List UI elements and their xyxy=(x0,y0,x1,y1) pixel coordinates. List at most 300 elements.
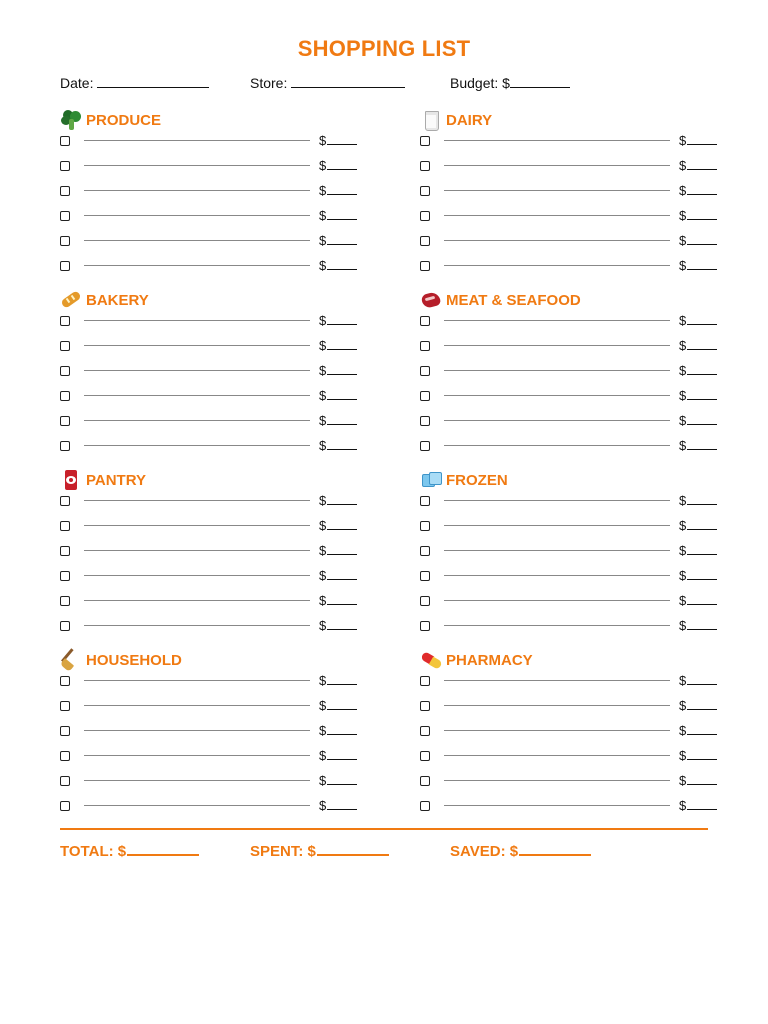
item-price-field[interactable] xyxy=(319,798,357,813)
currency-symbol: $ xyxy=(319,183,327,198)
item-checkbox[interactable] xyxy=(420,596,430,606)
item-price-field[interactable] xyxy=(679,233,717,248)
list-item xyxy=(60,566,360,591)
currency-symbol: $ xyxy=(319,748,327,763)
item-checkbox[interactable] xyxy=(420,676,430,686)
item-price-field[interactable] xyxy=(319,233,357,248)
store-field[interactable] xyxy=(250,75,405,91)
item-name-line[interactable] xyxy=(444,500,670,501)
currency-symbol: $ xyxy=(319,543,327,558)
item-name-line[interactable] xyxy=(444,780,670,781)
item-checkbox[interactable] xyxy=(420,366,430,376)
item-name-line[interactable] xyxy=(84,680,310,681)
price-blank[interactable] xyxy=(687,208,717,220)
currency-symbol: $ xyxy=(319,313,327,328)
item-price-field[interactable] xyxy=(319,363,357,378)
item-checkbox[interactable] xyxy=(60,136,70,146)
currency-symbol: $ xyxy=(679,313,687,328)
item-name-line[interactable] xyxy=(444,265,670,266)
price-blank[interactable] xyxy=(327,413,357,425)
item-checkbox[interactable] xyxy=(60,341,70,351)
item-price-field[interactable] xyxy=(679,413,717,428)
item-checkbox[interactable] xyxy=(420,261,430,271)
ice-cube-icon xyxy=(420,469,442,491)
item-checkbox[interactable] xyxy=(60,571,70,581)
price-blank[interactable] xyxy=(687,388,717,400)
item-checkbox[interactable] xyxy=(420,441,430,451)
item-checkbox[interactable] xyxy=(420,571,430,581)
item-name-line[interactable] xyxy=(84,755,310,756)
item-price-field[interactable] xyxy=(679,593,717,608)
price-blank[interactable] xyxy=(687,493,717,505)
list-item xyxy=(60,231,360,256)
item-name-line[interactable] xyxy=(84,805,310,806)
list-item xyxy=(60,156,360,181)
item-checkbox[interactable] xyxy=(60,701,70,711)
item-price-field[interactable] xyxy=(679,388,717,403)
item-checkbox[interactable] xyxy=(60,316,70,326)
price-blank[interactable] xyxy=(327,493,357,505)
price-blank[interactable] xyxy=(327,698,357,710)
list-item xyxy=(420,231,720,256)
item-checkbox[interactable] xyxy=(60,521,70,531)
item-name-line[interactable] xyxy=(84,240,310,241)
currency-symbol: $ xyxy=(319,518,327,533)
section-header xyxy=(420,289,720,311)
item-name-line[interactable] xyxy=(444,445,670,446)
budget-blank[interactable] xyxy=(510,75,570,88)
currency-symbol: $ xyxy=(679,158,687,173)
price-blank[interactable] xyxy=(687,748,717,760)
price-blank[interactable] xyxy=(687,773,717,785)
item-name-line[interactable] xyxy=(84,445,310,446)
item-price-field[interactable] xyxy=(319,773,357,788)
item-price-field[interactable] xyxy=(319,208,357,223)
currency-symbol: $ xyxy=(679,363,687,378)
total-field[interactable] xyxy=(60,842,199,860)
list-item xyxy=(60,256,360,281)
price-blank[interactable] xyxy=(327,618,357,630)
item-checkbox[interactable] xyxy=(420,546,430,556)
item-checkbox[interactable] xyxy=(420,161,430,171)
total-label: TOTAL: $ xyxy=(60,843,127,860)
item-checkbox[interactable] xyxy=(60,391,70,401)
item-name-line[interactable] xyxy=(84,730,310,731)
currency-symbol: $ xyxy=(319,698,327,713)
item-checkbox[interactable] xyxy=(60,161,70,171)
list-item xyxy=(60,131,360,156)
item-price-field[interactable] xyxy=(679,518,717,533)
list-item xyxy=(60,491,360,516)
list-item xyxy=(420,696,720,721)
item-price-field[interactable] xyxy=(679,798,717,813)
item-checkbox[interactable] xyxy=(60,211,70,221)
list-item xyxy=(420,181,720,206)
item-name-line[interactable] xyxy=(444,525,670,526)
item-name-line[interactable] xyxy=(444,575,670,576)
spent-blank[interactable] xyxy=(317,842,389,856)
item-name-line[interactable] xyxy=(84,215,310,216)
section-meat-seafood xyxy=(420,289,720,461)
currency-symbol: $ xyxy=(679,773,687,788)
list-item xyxy=(420,771,720,796)
item-name-line[interactable] xyxy=(444,705,670,706)
item-checkbox[interactable] xyxy=(420,136,430,146)
price-blank[interactable] xyxy=(327,723,357,735)
item-name-line[interactable] xyxy=(84,395,310,396)
price-blank[interactable] xyxy=(687,183,717,195)
item-price-field[interactable] xyxy=(679,773,717,788)
item-price-field[interactable] xyxy=(679,673,717,688)
list-item xyxy=(420,541,720,566)
item-price-field[interactable] xyxy=(679,338,717,353)
item-name-line[interactable] xyxy=(444,320,670,321)
item-price-field[interactable] xyxy=(679,363,717,378)
currency-symbol: $ xyxy=(319,158,327,173)
budget-field[interactable] xyxy=(450,75,570,91)
currency-symbol: $ xyxy=(319,723,327,738)
price-blank[interactable] xyxy=(687,798,717,810)
item-checkbox[interactable] xyxy=(420,316,430,326)
section-header xyxy=(60,289,360,311)
section-pantry xyxy=(60,469,360,641)
item-list xyxy=(420,491,720,641)
price-blank[interactable] xyxy=(687,618,717,630)
item-checkbox[interactable] xyxy=(60,366,70,376)
currency-symbol: $ xyxy=(679,258,687,273)
item-name-line[interactable] xyxy=(444,240,670,241)
list-item xyxy=(60,616,360,641)
price-blank[interactable] xyxy=(327,133,357,145)
item-price-field[interactable] xyxy=(319,493,357,508)
item-checkbox[interactable] xyxy=(420,701,430,711)
price-blank[interactable] xyxy=(687,338,717,350)
section-title: PANTRY xyxy=(86,471,146,489)
currency-symbol: $ xyxy=(679,493,687,508)
price-blank[interactable] xyxy=(687,133,717,145)
item-price-field[interactable] xyxy=(319,618,357,633)
totals-divider xyxy=(60,828,708,830)
item-price-field[interactable] xyxy=(319,568,357,583)
section-title: BAKERY xyxy=(86,291,149,309)
item-checkbox[interactable] xyxy=(60,546,70,556)
price-blank[interactable] xyxy=(327,593,357,605)
list-item xyxy=(60,181,360,206)
price-blank[interactable] xyxy=(687,543,717,555)
item-price-field[interactable] xyxy=(319,723,357,738)
item-name-line[interactable] xyxy=(444,755,670,756)
date-blank[interactable] xyxy=(97,75,209,88)
currency-symbol: $ xyxy=(679,338,687,353)
item-price-field[interactable] xyxy=(679,258,717,273)
item-checkbox[interactable] xyxy=(60,751,70,761)
section-header xyxy=(420,649,720,671)
item-name-line[interactable] xyxy=(444,190,670,191)
item-price-field[interactable] xyxy=(679,543,717,558)
item-checkbox[interactable] xyxy=(60,726,70,736)
list-item xyxy=(60,541,360,566)
currency-symbol: $ xyxy=(319,233,327,248)
section-title: HOUSEHOLD xyxy=(86,651,182,669)
item-name-line[interactable] xyxy=(84,265,310,266)
currency-symbol: $ xyxy=(319,618,327,633)
item-price-field[interactable] xyxy=(319,183,357,198)
item-checkbox[interactable] xyxy=(420,341,430,351)
item-list xyxy=(60,311,360,461)
item-price-field[interactable] xyxy=(679,723,717,738)
item-name-line[interactable] xyxy=(84,165,310,166)
price-blank[interactable] xyxy=(687,158,717,170)
item-name-line[interactable] xyxy=(444,680,670,681)
currency-symbol: $ xyxy=(679,518,687,533)
item-price-field[interactable] xyxy=(319,543,357,558)
item-checkbox[interactable] xyxy=(60,236,70,246)
item-price-field[interactable] xyxy=(679,183,717,198)
price-blank[interactable] xyxy=(327,258,357,270)
item-name-line[interactable] xyxy=(84,625,310,626)
currency-symbol: $ xyxy=(319,673,327,688)
item-name-line[interactable] xyxy=(84,705,310,706)
price-blank[interactable] xyxy=(327,773,357,785)
item-name-line[interactable] xyxy=(84,320,310,321)
item-name-line[interactable] xyxy=(444,165,670,166)
price-blank[interactable] xyxy=(327,313,357,325)
list-item xyxy=(60,696,360,721)
item-name-line[interactable] xyxy=(84,780,310,781)
price-blank[interactable] xyxy=(327,518,357,530)
item-price-field[interactable] xyxy=(679,208,717,223)
list-item xyxy=(420,256,720,281)
date-field[interactable] xyxy=(60,75,209,91)
item-checkbox[interactable] xyxy=(420,751,430,761)
price-blank[interactable] xyxy=(687,438,717,450)
list-item xyxy=(60,436,360,461)
list-item xyxy=(60,516,360,541)
price-blank[interactable] xyxy=(327,438,357,450)
meat-icon xyxy=(420,289,442,311)
item-price-field[interactable] xyxy=(679,698,717,713)
currency-symbol: $ xyxy=(319,593,327,608)
price-blank[interactable] xyxy=(687,233,717,245)
currency-symbol: $ xyxy=(319,773,327,788)
price-blank[interactable] xyxy=(687,698,717,710)
item-price-field[interactable] xyxy=(679,748,717,763)
price-blank[interactable] xyxy=(687,313,717,325)
section-frozen xyxy=(420,469,720,641)
price-blank[interactable] xyxy=(687,518,717,530)
price-blank[interactable] xyxy=(687,413,717,425)
item-price-field[interactable] xyxy=(319,413,357,428)
price-blank[interactable] xyxy=(327,183,357,195)
item-name-line[interactable] xyxy=(444,730,670,731)
price-blank[interactable] xyxy=(687,593,717,605)
item-name-line[interactable] xyxy=(444,550,670,551)
item-price-field[interactable] xyxy=(319,698,357,713)
item-price-field[interactable] xyxy=(319,313,357,328)
list-item xyxy=(420,616,720,641)
currency-symbol: $ xyxy=(679,183,687,198)
item-name-line[interactable] xyxy=(84,550,310,551)
currency-symbol: $ xyxy=(679,748,687,763)
broom-icon xyxy=(60,649,82,671)
item-price-field[interactable] xyxy=(319,748,357,763)
item-name-line[interactable] xyxy=(444,395,670,396)
list-item xyxy=(420,311,720,336)
page-title: SHOPPING LIST xyxy=(297,36,471,61)
item-price-field[interactable] xyxy=(319,133,357,148)
price-blank[interactable] xyxy=(327,208,357,220)
total-blank[interactable] xyxy=(127,842,199,856)
list-item xyxy=(420,566,720,591)
item-name-line[interactable] xyxy=(84,345,310,346)
item-name-line[interactable] xyxy=(444,345,670,346)
price-blank[interactable] xyxy=(687,363,717,375)
item-name-line[interactable] xyxy=(84,190,310,191)
item-checkbox[interactable] xyxy=(60,186,70,196)
item-checkbox[interactable] xyxy=(60,416,70,426)
item-price-field[interactable] xyxy=(679,158,717,173)
item-name-line[interactable] xyxy=(84,575,310,576)
price-blank[interactable] xyxy=(687,258,717,270)
item-checkbox[interactable] xyxy=(420,776,430,786)
price-blank[interactable] xyxy=(327,388,357,400)
item-checkbox[interactable] xyxy=(60,261,70,271)
list-item xyxy=(420,156,720,181)
price-blank[interactable] xyxy=(687,673,717,685)
budget-label: Budget: $ xyxy=(450,75,510,91)
currency-symbol: $ xyxy=(679,388,687,403)
list-item xyxy=(60,386,360,411)
section-title: MEAT & SEAFOOD xyxy=(446,291,581,309)
item-checkbox[interactable] xyxy=(60,496,70,506)
item-name-line[interactable] xyxy=(84,525,310,526)
currency-symbol: $ xyxy=(319,413,327,428)
bread-icon xyxy=(60,289,82,311)
item-checkbox[interactable] xyxy=(60,801,70,811)
item-name-line[interactable] xyxy=(444,140,670,141)
item-checkbox[interactable] xyxy=(420,236,430,246)
item-price-field[interactable] xyxy=(679,133,717,148)
price-blank[interactable] xyxy=(687,723,717,735)
item-checkbox[interactable] xyxy=(60,596,70,606)
item-price-field[interactable] xyxy=(679,313,717,328)
item-price-field[interactable] xyxy=(319,438,357,453)
price-blank[interactable] xyxy=(327,673,357,685)
spent-field[interactable] xyxy=(250,842,389,860)
currency-symbol: $ xyxy=(679,233,687,248)
broccoli-icon xyxy=(60,109,82,131)
item-checkbox[interactable] xyxy=(420,801,430,811)
item-name-line[interactable] xyxy=(84,140,310,141)
list-item xyxy=(420,336,720,361)
currency-symbol: $ xyxy=(319,338,327,353)
item-price-field[interactable] xyxy=(679,568,717,583)
list-item xyxy=(420,491,720,516)
currency-symbol: $ xyxy=(679,618,687,633)
item-price-field[interactable] xyxy=(679,493,717,508)
currency-symbol: $ xyxy=(679,208,687,223)
section-title: PHARMACY xyxy=(446,651,533,669)
list-item xyxy=(420,386,720,411)
item-name-line[interactable] xyxy=(84,500,310,501)
item-checkbox[interactable] xyxy=(420,496,430,506)
item-price-field[interactable] xyxy=(319,518,357,533)
currency-symbol: $ xyxy=(319,438,327,453)
item-price-field[interactable] xyxy=(319,338,357,353)
price-blank[interactable] xyxy=(327,338,357,350)
item-name-line[interactable] xyxy=(444,370,670,371)
item-price-field[interactable] xyxy=(679,618,717,633)
section-header xyxy=(60,109,360,131)
store-blank[interactable] xyxy=(291,75,405,88)
item-price-field[interactable] xyxy=(319,158,357,173)
item-checkbox[interactable] xyxy=(420,621,430,631)
list-item xyxy=(420,591,720,616)
item-checkbox[interactable] xyxy=(60,621,70,631)
list-item xyxy=(60,411,360,436)
item-checkbox[interactable] xyxy=(420,186,430,196)
price-blank[interactable] xyxy=(327,543,357,555)
item-name-line[interactable] xyxy=(444,805,670,806)
price-blank[interactable] xyxy=(327,158,357,170)
list-item xyxy=(60,671,360,696)
item-checkbox[interactable] xyxy=(420,521,430,531)
date-label: Date: xyxy=(60,75,94,91)
item-list xyxy=(420,311,720,461)
item-name-line[interactable] xyxy=(444,625,670,626)
price-blank[interactable] xyxy=(327,363,357,375)
item-name-line[interactable] xyxy=(444,215,670,216)
item-checkbox[interactable] xyxy=(420,416,430,426)
item-checkbox[interactable] xyxy=(420,726,430,736)
price-blank[interactable] xyxy=(327,233,357,245)
item-price-field[interactable] xyxy=(319,388,357,403)
price-blank[interactable] xyxy=(327,568,357,580)
item-price-field[interactable] xyxy=(319,258,357,273)
item-name-line[interactable] xyxy=(444,420,670,421)
saved-field[interactable] xyxy=(450,842,591,860)
currency-symbol: $ xyxy=(319,208,327,223)
item-price-field[interactable] xyxy=(319,593,357,608)
item-checkbox[interactable] xyxy=(420,211,430,221)
list-item xyxy=(60,591,360,616)
currency-symbol: $ xyxy=(319,493,327,508)
price-blank[interactable] xyxy=(327,748,357,760)
item-price-field[interactable] xyxy=(319,673,357,688)
list-item xyxy=(420,411,720,436)
item-checkbox[interactable] xyxy=(60,441,70,451)
item-name-line[interactable] xyxy=(84,420,310,421)
item-name-line[interactable] xyxy=(84,600,310,601)
item-checkbox[interactable] xyxy=(60,676,70,686)
item-name-line[interactable] xyxy=(444,600,670,601)
currency-symbol: $ xyxy=(679,698,687,713)
price-blank[interactable] xyxy=(327,798,357,810)
item-checkbox[interactable] xyxy=(420,391,430,401)
section-title: DAIRY xyxy=(446,111,493,129)
item-price-field[interactable] xyxy=(679,438,717,453)
section-household xyxy=(60,649,360,821)
item-list xyxy=(60,491,360,641)
item-checkbox[interactable] xyxy=(60,776,70,786)
list-item xyxy=(420,361,720,386)
list-item xyxy=(60,336,360,361)
saved-blank[interactable] xyxy=(519,842,591,856)
price-blank[interactable] xyxy=(687,568,717,580)
item-name-line[interactable] xyxy=(84,370,310,371)
canned-food-icon xyxy=(60,469,82,491)
section-bakery xyxy=(60,289,360,461)
